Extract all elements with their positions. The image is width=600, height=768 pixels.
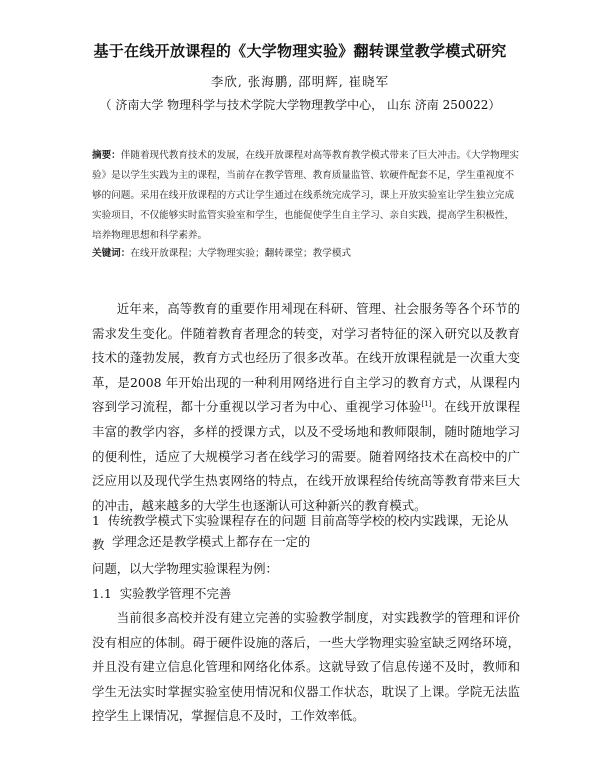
section-1-line3: 问题，以大学物理实验课程为例： bbox=[92, 561, 278, 576]
abstract-text: 伴随着现代教育技术的发展，在线开放课程对高等教育教学模式带来了巨大冲击。《大学物理实验》是以学生实践为主的课程，当前存在教学管理、教育质量监管、软硬件配套不足，学生重视度不够的问题。采用在线开放课程的方式让学生通过在线系统完成学习，课上开放实验室让学生独立完成实验项目，不仅能够实时监管实验室和学生，也能促使学生自主学习、亲自实践，提高学生积极性，培养物理思想和科学素养。 bbox=[92, 150, 519, 241]
citation-ref[interactable]: [1] bbox=[421, 400, 432, 409]
abstract bbox=[92, 146, 520, 246]
section-1-1-title: 实验教学管理不完善 bbox=[119, 586, 232, 601]
section-1-line2: 学理念还是教学模式上都存在一定的 bbox=[112, 534, 311, 549]
intro-paragraph bbox=[92, 297, 520, 518]
paper-affiliation: （ 济南大学 物理科学与技术学院大学物理教学中心， 山东 济南 250022） bbox=[99, 98, 501, 112]
abstract-label: 摘要： bbox=[92, 150, 121, 161]
section-1-1-heading bbox=[92, 582, 520, 606]
intro-text-a: 近年来，高等教育的重要作用체现在科研、管理、社会服务等各个环节的需求发生变化。伴随着教育者理念的转变，对学习者特征的深入研究以及教育技术的蓬勃发展，教育方式也经历了很多改革。在线开放课程就是一次重大变革，是2008 年开始出现的一种利用网络进行自主学习的教育方式，从课程内容到学习流程，都十分重视以学习者为中心、重视学习体验 bbox=[92, 301, 520, 415]
paper-authors: 李欣, 张海鹏, 邵明辉, 崔晓军 bbox=[210, 74, 390, 89]
section-1-1-number: 1.1 bbox=[92, 586, 112, 601]
section-1-number: 1 bbox=[92, 513, 100, 528]
intro-text-b: 。在线开放课程丰富的教学内容，多样的授课方式，以及不受场地和教师限制，随时随地学习的便利性，适应了大规模学习者在线学习的需要。随着网络技术在高校中的广泛应用以及现代学生热衷网络的特点，在线开放课程给传统高等教育带来巨大的冲击，越来越多的大学生也逐渐认可这种新兴的教育模式。 bbox=[92, 399, 521, 513]
keywords-label: 关键词： bbox=[92, 248, 131, 259]
section-1-line1: 传统教学模式下实验课程存在的问题 目前高等学校的校内实践课，无论从教 bbox=[92, 513, 509, 552]
section-1-1-paragraph: 当前很多高校并没有建立完善的实验教学制度，对实践教学的管理和评价没有相应的体制。碍于硬件设施的落后，一些大学物理实验室缺乏网络环境，并且没有建立信息化管理和网络化体系。这就导致了信息传递不及时，教师和学生无法实时掌握实验室使用情况和仪器工作状态，耽误了上课。学院无法监控学生上课情况，掌握信息不及时，工作效率低。 bbox=[92, 610, 520, 724]
paper-title: 基于在线开放课程的《大学物理实验》翻转课堂教学模式研究 bbox=[93, 42, 507, 60]
keywords-text: 在线开放课程；大学物理实验；翻转课堂；教学模式 bbox=[130, 248, 352, 259]
keywords bbox=[92, 244, 520, 264]
